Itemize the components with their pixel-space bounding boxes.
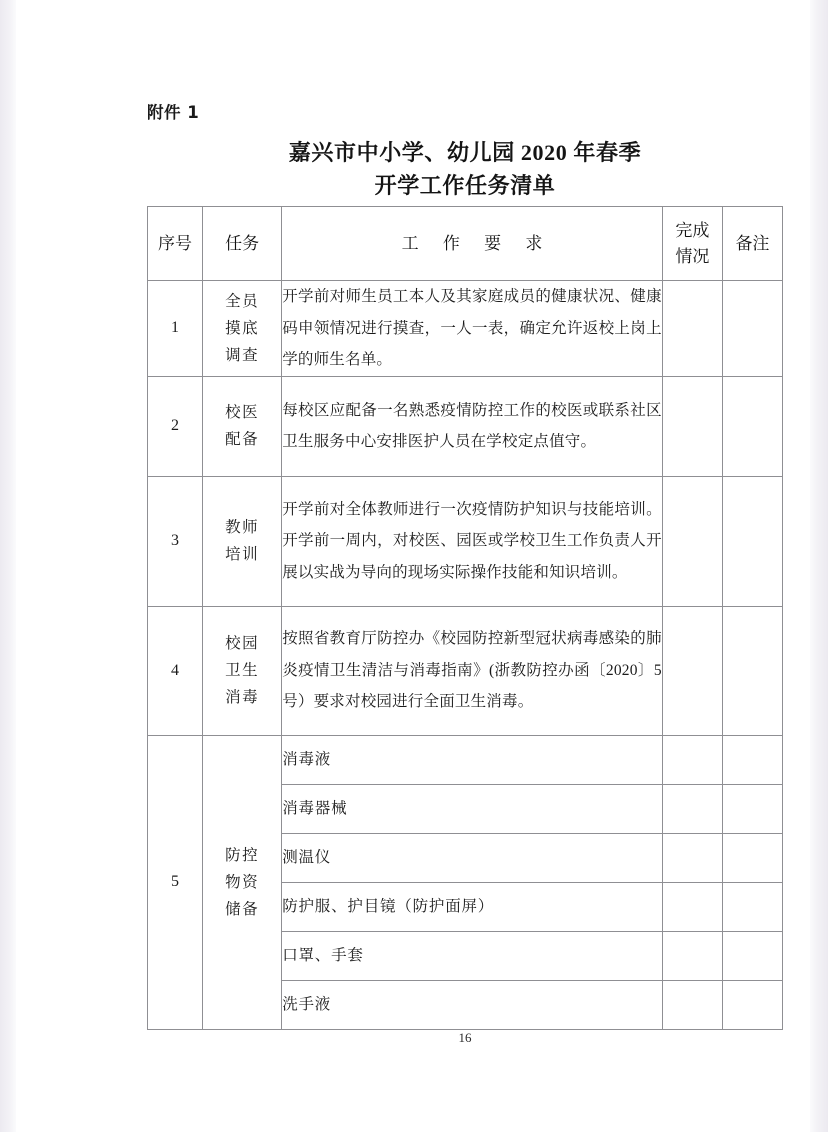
row-task-name xyxy=(203,281,282,377)
row-number: 1 xyxy=(148,281,203,377)
row-status-cell[interactable] xyxy=(662,735,722,784)
column-header-status-line-2: 情况 xyxy=(675,246,710,266)
row-remark-cell[interactable] xyxy=(722,476,782,606)
row-number: 2 xyxy=(148,376,203,476)
attachment-label: 附件 1 xyxy=(147,103,200,122)
row-remark-cell[interactable] xyxy=(722,980,782,1029)
row-requirement: 测温仪 xyxy=(282,833,663,882)
row-remark-cell[interactable] xyxy=(722,833,782,882)
row-status-cell[interactable] xyxy=(662,931,722,980)
column-header-status-line-1: 完成 xyxy=(675,220,710,240)
task-line: 物资 xyxy=(225,873,260,891)
row-requirement: 防护服、护目镜（防护面屏） xyxy=(282,882,663,931)
row-task-name xyxy=(203,735,282,1029)
page-title-line-2: 开学工作任务清单 xyxy=(374,173,556,198)
task-line: 教师 xyxy=(225,519,260,536)
page-number: 16 xyxy=(458,1030,472,1045)
row-status-cell[interactable] xyxy=(662,784,722,833)
row-remark-cell[interactable] xyxy=(722,784,782,833)
page-right-edge-shadow xyxy=(810,0,828,1132)
row-remark-cell[interactable] xyxy=(722,735,782,784)
row-number: 4 xyxy=(148,606,203,735)
task-line: 全员 xyxy=(225,292,260,310)
table-row xyxy=(148,476,783,606)
page-title xyxy=(147,136,783,202)
row-requirement: 开学前对师生员工本人及其家庭成员的健康状况、健康码申领情况进行摸查，一人一表，确定允许返校上岗上学的师生名单。 xyxy=(282,281,663,377)
row-requirement: 消毒器械 xyxy=(282,784,663,833)
task-line: 校医 xyxy=(225,404,260,421)
row-requirement: 洗手液 xyxy=(282,980,663,1029)
task-line: 培训 xyxy=(225,546,260,563)
task-line: 校园 xyxy=(225,635,260,652)
row-status-cell[interactable] xyxy=(662,376,722,476)
task-line: 卫生 xyxy=(225,662,260,679)
row-remark-cell[interactable] xyxy=(722,882,782,931)
row-requirement: 按照省教育厅防控办《校园防控新型冠状病毒感染的肺炎疫情卫生清洁与消毒指南》(浙教防控办函〔2020〕5 号）要求对校园进行全面卫生消毒。 xyxy=(282,606,663,735)
task-line: 储备 xyxy=(225,900,260,918)
task-line: 消毒 xyxy=(225,689,260,706)
row-task-name xyxy=(203,606,282,735)
row-task-name xyxy=(203,376,282,476)
row-requirement: 消毒液 xyxy=(282,735,663,784)
task-line: 防控 xyxy=(225,846,260,864)
table-header-row xyxy=(148,207,783,281)
row-requirement: 口罩、手套 xyxy=(282,931,663,980)
task-line: 摸底 xyxy=(225,319,260,337)
row-status-cell[interactable] xyxy=(662,281,722,377)
row-status-cell[interactable] xyxy=(662,882,722,931)
document-page xyxy=(16,0,810,1132)
column-header-requirement: 工 作 要 求 xyxy=(282,207,663,281)
column-header-remark: 备注 xyxy=(722,207,782,281)
task-checklist-table xyxy=(147,206,783,1030)
row-number: 5 xyxy=(148,735,203,1029)
row-requirement: 开学前对全体教师进行一次疫情防护知识与技能培训。开学前一周内，对校医、园医或学校卫生工作负责人开展以实战为导向的现场实际操作技能和知识培训。 xyxy=(282,476,663,606)
task-line: 调查 xyxy=(225,346,260,364)
row-status-cell[interactable] xyxy=(662,606,722,735)
table-row xyxy=(148,376,783,476)
row-remark-cell[interactable] xyxy=(722,606,782,735)
row-task-name xyxy=(203,476,282,606)
table-row xyxy=(148,735,783,784)
table-row xyxy=(148,606,783,735)
column-header-task: 任务 xyxy=(203,207,282,281)
row-number: 3 xyxy=(148,476,203,606)
page-left-edge-shadow xyxy=(0,0,16,1132)
table-row xyxy=(148,281,783,377)
task-line: 配备 xyxy=(225,431,260,448)
column-header-status xyxy=(662,207,722,281)
row-status-cell[interactable] xyxy=(662,980,722,1029)
row-status-cell[interactable] xyxy=(662,476,722,606)
page-title-line-1: 嘉兴市中小学、幼儿园 2020 年春季 xyxy=(288,140,642,165)
row-status-cell[interactable] xyxy=(662,833,722,882)
row-requirement: 每校区应配备一名熟悉疫情防控工作的校医或联系社区卫生服务中心安排医护人员在学校定点值守。 xyxy=(282,376,663,476)
row-remark-cell[interactable] xyxy=(722,931,782,980)
column-header-no: 序号 xyxy=(148,207,203,281)
row-remark-cell[interactable] xyxy=(722,281,782,377)
row-remark-cell[interactable] xyxy=(722,376,782,476)
